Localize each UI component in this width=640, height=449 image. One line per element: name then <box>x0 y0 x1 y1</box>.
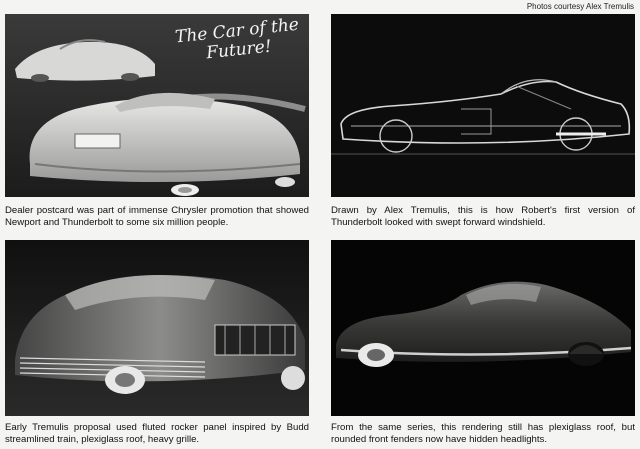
early-proposal-caption: Early Tremulis proposal used fluted rocker panel inspired by Budd streamlined train, plexiglass roof, heavy grille. <box>5 422 309 445</box>
rendering-caption: From the same series, this rendering still has plexiglass roof, but rounded front fenders now have hidden headlights. <box>331 422 635 445</box>
rendering-photo <box>331 240 635 416</box>
postcard-caption: Dealer postcard was part of immense Chrysler promotion that showed Newport and Thunderbolt to some six million people. <box>5 205 309 228</box>
postcard-photo <box>5 14 309 197</box>
thunderbolt-drawing-photo <box>331 14 635 197</box>
photo-credit: Photos courtesy Alex Tremulis <box>526 2 634 11</box>
postcard-title-script: The Car of the Future! <box>174 14 300 64</box>
early-proposal-photo <box>5 240 309 416</box>
drawing-caption: Drawn by Alex Tremulis, this is how Robert's first version of Thunderbolt looked with swept forward windshield. <box>331 205 635 228</box>
